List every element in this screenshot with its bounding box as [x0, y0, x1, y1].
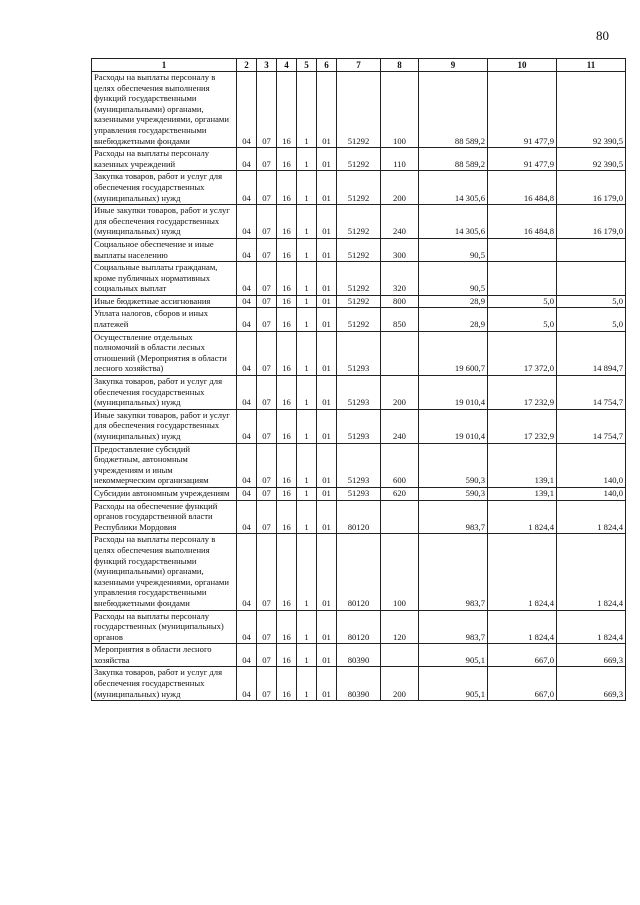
program-code-cell: 16: [277, 487, 297, 500]
subsection-code-cell: 07: [257, 443, 277, 487]
row-name-cell: Расходы на выплаты персоналу государственных (муниципальных) органов: [92, 610, 237, 644]
row-name-cell: Закупка товаров, работ и услуг для обеспечения государственных (муниципальных) нужд: [92, 667, 237, 701]
subsection-code-cell: 07: [257, 376, 277, 410]
column-header: 10: [488, 59, 557, 72]
amount-year3-cell: 92 390,5: [557, 72, 626, 148]
amount-year1-cell: 590,3: [419, 443, 488, 487]
amount-year2-cell: 1 824,4: [488, 500, 557, 534]
event-code-cell: 01: [317, 376, 337, 410]
event-code-cell: 01: [317, 443, 337, 487]
table-body: [92, 72, 626, 701]
target-article-cell: 51292: [337, 238, 381, 261]
subprogram-code-cell: 1: [297, 238, 317, 261]
program-code-cell: 16: [277, 534, 297, 610]
subsection-code-cell: 07: [257, 148, 277, 171]
expense-type-cell: 300: [381, 238, 419, 261]
amount-year2-cell: 1 824,4: [488, 610, 557, 644]
section-code-cell: 04: [237, 171, 257, 205]
amount-year3-cell: 92 390,5: [557, 148, 626, 171]
amount-year2-cell: 667,0: [488, 667, 557, 701]
target-article-cell: 51292: [337, 205, 381, 239]
amount-year3-cell: 1 824,4: [557, 534, 626, 610]
column-header: 4: [277, 59, 297, 72]
section-code-cell: 04: [237, 295, 257, 308]
expense-type-cell: 240: [381, 205, 419, 239]
section-code-cell: 04: [237, 262, 257, 296]
section-code-cell: 04: [237, 238, 257, 261]
subsection-code-cell: 07: [257, 534, 277, 610]
amount-year1-cell: 88 589,2: [419, 72, 488, 148]
target-article-cell: 51293: [337, 409, 381, 443]
row-name-cell: Социальные выплаты гражданам, кроме публичных нормативных социальных выплат: [92, 262, 237, 296]
event-code-cell: 01: [317, 72, 337, 148]
amount-year3-cell: [557, 238, 626, 261]
section-code-cell: 04: [237, 72, 257, 148]
amount-year3-cell: 14 894,7: [557, 331, 626, 375]
table-row: [92, 205, 626, 239]
amount-year1-cell: 590,3: [419, 487, 488, 500]
subsection-code-cell: 07: [257, 644, 277, 667]
expense-type-cell: 240: [381, 409, 419, 443]
table-row: [92, 610, 626, 644]
subsection-code-cell: 07: [257, 331, 277, 375]
program-code-cell: 16: [277, 376, 297, 410]
column-header: 8: [381, 59, 419, 72]
row-name-cell: Предоставление субсидий бюджетным, автономным учреждениям и иным некоммерческим организациям: [92, 443, 237, 487]
event-code-cell: 01: [317, 644, 337, 667]
table-row: [92, 667, 626, 701]
program-code-cell: 16: [277, 409, 297, 443]
subprogram-code-cell: 1: [297, 500, 317, 534]
row-name-cell: Расходы на обеспечение функций органов государственной власти Республики Мордовия: [92, 500, 237, 534]
section-code-cell: 04: [237, 443, 257, 487]
target-article-cell: 80120: [337, 610, 381, 644]
amount-year1-cell: 905,1: [419, 644, 488, 667]
subsection-code-cell: 07: [257, 610, 277, 644]
amount-year1-cell: 28,9: [419, 308, 488, 331]
subprogram-code-cell: 1: [297, 610, 317, 644]
event-code-cell: 01: [317, 500, 337, 534]
program-code-cell: 16: [277, 295, 297, 308]
table-row: [92, 409, 626, 443]
page-number: 80: [596, 28, 609, 43]
expense-type-cell: 120: [381, 610, 419, 644]
row-name-cell: Осуществление отдельных полномочий в области лесных отношений (Мероприятия в области лесного хозяйства): [92, 331, 237, 375]
subsection-code-cell: 07: [257, 667, 277, 701]
expense-type-cell: [381, 500, 419, 534]
amount-year2-cell: 16 484,8: [488, 205, 557, 239]
expense-type-cell: 100: [381, 72, 419, 148]
amount-year1-cell: 14 305,6: [419, 205, 488, 239]
table-row: [92, 308, 626, 331]
section-code-cell: 04: [237, 644, 257, 667]
table-row: [92, 443, 626, 487]
program-code-cell: 16: [277, 148, 297, 171]
event-code-cell: 01: [317, 409, 337, 443]
event-code-cell: 01: [317, 610, 337, 644]
subprogram-code-cell: 1: [297, 487, 317, 500]
row-name-cell: Закупка товаров, работ и услуг для обеспечения государственных (муниципальных) нужд: [92, 171, 237, 205]
subprogram-code-cell: 1: [297, 308, 317, 331]
amount-year3-cell: 1 824,4: [557, 500, 626, 534]
amount-year1-cell: 983,7: [419, 534, 488, 610]
amount-year2-cell: 5,0: [488, 308, 557, 331]
table-row: [92, 295, 626, 308]
section-code-cell: 04: [237, 331, 257, 375]
expense-type-cell: 850: [381, 308, 419, 331]
subprogram-code-cell: 1: [297, 171, 317, 205]
expense-type-cell: 320: [381, 262, 419, 296]
row-name-cell: Иные бюджетные ассигнования: [92, 295, 237, 308]
amount-year1-cell: 905,1: [419, 667, 488, 701]
amount-year1-cell: 983,7: [419, 500, 488, 534]
column-header: 6: [317, 59, 337, 72]
target-article-cell: 51292: [337, 171, 381, 205]
event-code-cell: 01: [317, 262, 337, 296]
target-article-cell: 51292: [337, 262, 381, 296]
amount-year2-cell: [488, 238, 557, 261]
subprogram-code-cell: 1: [297, 295, 317, 308]
section-code-cell: 04: [237, 409, 257, 443]
expense-type-cell: 200: [381, 376, 419, 410]
amount-year2-cell: 91 477,9: [488, 72, 557, 148]
row-name-cell: Иные закупки товаров, работ и услуг для обеспечения государственных (муниципальных) нужд: [92, 205, 237, 239]
subprogram-code-cell: 1: [297, 667, 317, 701]
subsection-code-cell: 07: [257, 500, 277, 534]
expense-type-cell: [381, 644, 419, 667]
column-header: 7: [337, 59, 381, 72]
program-code-cell: 16: [277, 72, 297, 148]
target-article-cell: 51293: [337, 376, 381, 410]
expense-type-cell: 100: [381, 534, 419, 610]
expense-type-cell: 200: [381, 171, 419, 205]
event-code-cell: 01: [317, 487, 337, 500]
amount-year2-cell: 667,0: [488, 644, 557, 667]
subsection-code-cell: 07: [257, 205, 277, 239]
amount-year1-cell: 19 010,4: [419, 409, 488, 443]
target-article-cell: 51292: [337, 148, 381, 171]
subprogram-code-cell: 1: [297, 443, 317, 487]
subprogram-code-cell: 1: [297, 262, 317, 296]
target-article-cell: 80390: [337, 667, 381, 701]
target-article-cell: 51293: [337, 331, 381, 375]
table-row: [92, 148, 626, 171]
amount-year1-cell: 983,7: [419, 610, 488, 644]
event-code-cell: 01: [317, 295, 337, 308]
section-code-cell: 04: [237, 610, 257, 644]
table-row: [92, 534, 626, 610]
amount-year2-cell: 17 232,9: [488, 409, 557, 443]
amount-year1-cell: 88 589,2: [419, 148, 488, 171]
event-code-cell: 01: [317, 667, 337, 701]
subprogram-code-cell: 1: [297, 148, 317, 171]
table-header-row: [92, 59, 626, 72]
amount-year3-cell: 669,3: [557, 667, 626, 701]
expense-type-cell: [381, 331, 419, 375]
program-code-cell: 16: [277, 443, 297, 487]
amount-year1-cell: 19 600,7: [419, 331, 488, 375]
amount-year3-cell: 16 179,0: [557, 205, 626, 239]
table-row: [92, 376, 626, 410]
section-code-cell: 04: [237, 205, 257, 239]
subprogram-code-cell: 1: [297, 376, 317, 410]
event-code-cell: 01: [317, 238, 337, 261]
subprogram-code-cell: 1: [297, 72, 317, 148]
subprogram-code-cell: 1: [297, 205, 317, 239]
row-name-cell: Расходы на выплаты персоналу в целях обеспечения выполнения функций государственными (муниципальными) органами, казенными учреждениями, органами управления государственными внебюджетными фондами: [92, 534, 237, 610]
column-header: 5: [297, 59, 317, 72]
row-name-cell: Уплата налогов, сборов и иных платежей: [92, 308, 237, 331]
expense-type-cell: 200: [381, 667, 419, 701]
expense-type-cell: 620: [381, 487, 419, 500]
event-code-cell: 01: [317, 331, 337, 375]
column-header: 3: [257, 59, 277, 72]
row-name-cell: Субсидии автономным учреждениям: [92, 487, 237, 500]
subsection-code-cell: 07: [257, 171, 277, 205]
amount-year2-cell: 139,1: [488, 487, 557, 500]
amount-year1-cell: 90,5: [419, 262, 488, 296]
amount-year2-cell: 139,1: [488, 443, 557, 487]
target-article-cell: 51293: [337, 443, 381, 487]
table-row: [92, 500, 626, 534]
section-code-cell: 04: [237, 667, 257, 701]
amount-year2-cell: 16 484,8: [488, 171, 557, 205]
target-article-cell: 80390: [337, 644, 381, 667]
program-code-cell: 16: [277, 331, 297, 375]
table-row: [92, 262, 626, 296]
section-code-cell: 04: [237, 376, 257, 410]
amount-year3-cell: 16 179,0: [557, 171, 626, 205]
target-article-cell: 51292: [337, 72, 381, 148]
column-header: 2: [237, 59, 257, 72]
program-code-cell: 16: [277, 667, 297, 701]
subprogram-code-cell: 1: [297, 644, 317, 667]
subsection-code-cell: 07: [257, 238, 277, 261]
target-article-cell: 51292: [337, 295, 381, 308]
program-code-cell: 16: [277, 262, 297, 296]
subprogram-code-cell: 1: [297, 331, 317, 375]
row-name-cell: Мероприятия в области лесного хозяйства: [92, 644, 237, 667]
amount-year2-cell: 1 824,4: [488, 534, 557, 610]
amount-year1-cell: 28,9: [419, 295, 488, 308]
program-code-cell: 16: [277, 500, 297, 534]
program-code-cell: 16: [277, 308, 297, 331]
event-code-cell: 01: [317, 148, 337, 171]
column-header: 1: [92, 59, 237, 72]
table-row: [92, 238, 626, 261]
section-code-cell: 04: [237, 534, 257, 610]
target-article-cell: 80120: [337, 500, 381, 534]
subsection-code-cell: 07: [257, 262, 277, 296]
event-code-cell: 01: [317, 534, 337, 610]
table-row: [92, 644, 626, 667]
amount-year2-cell: 17 232,9: [488, 376, 557, 410]
subprogram-code-cell: 1: [297, 409, 317, 443]
subsection-code-cell: 07: [257, 487, 277, 500]
event-code-cell: 01: [317, 308, 337, 331]
section-code-cell: 04: [237, 487, 257, 500]
amount-year3-cell: 1 824,4: [557, 610, 626, 644]
amount-year3-cell: 140,0: [557, 487, 626, 500]
amount-year2-cell: [488, 262, 557, 296]
event-code-cell: 01: [317, 205, 337, 239]
program-code-cell: 16: [277, 171, 297, 205]
amount-year2-cell: 17 372,0: [488, 331, 557, 375]
subsection-code-cell: 07: [257, 308, 277, 331]
row-name-cell: Социальное обеспечение и иные выплаты населению: [92, 238, 237, 261]
section-code-cell: 04: [237, 500, 257, 534]
program-code-cell: 16: [277, 610, 297, 644]
target-article-cell: 51292: [337, 308, 381, 331]
expense-type-cell: 600: [381, 443, 419, 487]
row-name-cell: Закупка товаров, работ и услуг для обеспечения государственных (муниципальных) нужд: [92, 376, 237, 410]
amount-year3-cell: 14 754,7: [557, 409, 626, 443]
table-row: [92, 171, 626, 205]
event-code-cell: 01: [317, 171, 337, 205]
program-code-cell: 16: [277, 205, 297, 239]
target-article-cell: 80120: [337, 534, 381, 610]
amount-year2-cell: 91 477,9: [488, 148, 557, 171]
section-code-cell: 04: [237, 308, 257, 331]
row-name-cell: Расходы на выплаты персоналу в целях обеспечения выполнения функций государственными (муниципальными) органами, казенными учреждениями, органами управления государственными внебюджетными фондами: [92, 72, 237, 148]
target-article-cell: 51293: [337, 487, 381, 500]
table-row: [92, 72, 626, 148]
amount-year3-cell: 5,0: [557, 308, 626, 331]
amount-year3-cell: 5,0: [557, 295, 626, 308]
section-code-cell: 04: [237, 148, 257, 171]
table-row: [92, 487, 626, 500]
amount-year3-cell: 669,3: [557, 644, 626, 667]
subprogram-code-cell: 1: [297, 534, 317, 610]
budget-table: [91, 58, 626, 701]
table-row: [92, 331, 626, 375]
subsection-code-cell: 07: [257, 409, 277, 443]
amount-year2-cell: 5,0: [488, 295, 557, 308]
expense-type-cell: 800: [381, 295, 419, 308]
row-name-cell: Расходы на выплаты персоналу казенных учреждений: [92, 148, 237, 171]
subsection-code-cell: 07: [257, 72, 277, 148]
amount-year1-cell: 19 010,4: [419, 376, 488, 410]
expense-type-cell: 110: [381, 148, 419, 171]
subsection-code-cell: 07: [257, 295, 277, 308]
amount-year1-cell: 90,5: [419, 238, 488, 261]
amount-year1-cell: 14 305,6: [419, 171, 488, 205]
amount-year3-cell: [557, 262, 626, 296]
program-code-cell: 16: [277, 238, 297, 261]
column-header: 11: [557, 59, 626, 72]
amount-year3-cell: 140,0: [557, 443, 626, 487]
row-name-cell: Иные закупки товаров, работ и услуг для обеспечения государственных (муниципальных) нужд: [92, 409, 237, 443]
amount-year3-cell: 14 754,7: [557, 376, 626, 410]
program-code-cell: 16: [277, 644, 297, 667]
column-header: 9: [419, 59, 488, 72]
